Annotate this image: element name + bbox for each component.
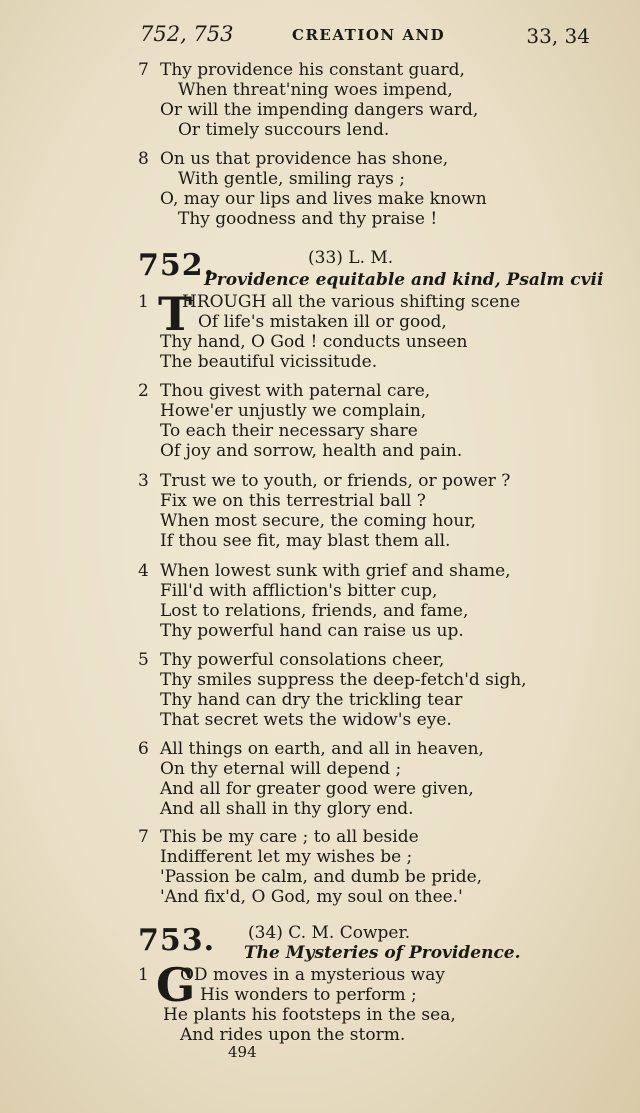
drop-cap: G — [156, 958, 196, 1012]
hymn-752-stanza-6 — [138, 739, 484, 819]
verse-line: Thy smiles suppress the deep-fetch'd sigh, — [160, 670, 527, 690]
hymn-752-stanza-3 — [138, 471, 510, 551]
page-number: 494 — [228, 1043, 257, 1061]
hymn-subtitle: The Mysteries of Providence. — [244, 943, 521, 963]
verse-line: 'And fix'd, O God, my soul on thee.' — [160, 887, 463, 907]
header-section-title: CREATION AND — [292, 26, 446, 44]
hymn-meter: (34) C. M. Cowper. — [248, 923, 411, 943]
hymn-number: 753. — [138, 923, 216, 958]
verse-line: And rides upon the storm. — [180, 1025, 406, 1045]
verse-line: Lost to relations, friends, and fame, — [160, 601, 469, 621]
verse-line: And all for greater good were given, — [160, 779, 474, 799]
verse-line: Thy goodness and thy praise ! — [178, 209, 438, 229]
verse-line: If thou see fit, may blast them all. — [160, 531, 451, 551]
verse-line: Or timely succours lend. — [178, 120, 390, 140]
verse-line: To each their necessary share — [160, 421, 418, 441]
stanza-number: 7 — [138, 60, 149, 80]
verse-line: On thy eternal will depend ; — [160, 759, 402, 779]
verse-line: Fill'd with affliction's bitter cup, — [160, 581, 438, 601]
verse-line: O, may our lips and lives make known — [160, 189, 487, 209]
verse-line: Indifferent let my wishes be ; — [160, 847, 413, 867]
verse-line: HROUGH all the various shifting scene — [182, 292, 521, 312]
header-hymn-numbers: 752, 753 — [140, 22, 234, 46]
verse-line: Fix we on this terrestrial ball ? — [160, 491, 426, 511]
hymn-number: 752. — [138, 248, 216, 283]
verse-line: Or will the impending dangers ward, — [160, 100, 479, 120]
stanza-number: 8 — [138, 149, 149, 169]
hymn-753-heading — [138, 923, 598, 965]
stanza-number: 1 — [138, 965, 149, 985]
verse-line: Thy providence his constant guard, — [160, 60, 465, 80]
verse-line: Howe'er unjustly we complain, — [160, 401, 427, 421]
drop-cap: T — [158, 287, 193, 341]
verse-line: On us that providence has shone, — [160, 149, 449, 169]
verse-line: The beautiful vicissitude. — [160, 352, 378, 372]
verse-line: And all shall in thy glory end. — [160, 799, 414, 819]
verse-line: All things on earth, and all in heaven, — [160, 739, 484, 759]
verse-line: His wonders to perform ; — [200, 985, 417, 1005]
stanza-number: 5 — [138, 650, 149, 670]
stanza-number: 6 — [138, 739, 149, 759]
stanza-number: 3 — [138, 471, 149, 491]
stanza-number: 1 — [138, 292, 149, 312]
verse-line: When most secure, the coming hour, — [160, 511, 476, 531]
stanza-number: 2 — [138, 381, 149, 401]
verse-line: That secret wets the widow's eye. — [160, 710, 452, 730]
stanza-prev-7 — [138, 60, 478, 140]
verse-line: When threat'ning woes impend, — [178, 80, 453, 100]
verse-line: OD moves in a mysterious way — [180, 965, 445, 985]
stanza-number: 4 — [138, 561, 149, 581]
hymn-752-heading — [138, 248, 604, 292]
hymn-meter: (33) L. M. — [308, 248, 394, 268]
hymn-752-stanza-5 — [138, 650, 527, 730]
verse-line: Thy powerful consolations cheer, — [160, 650, 445, 670]
verse-line: Of life's mistaken ill or good, — [198, 312, 447, 332]
verse-line: Thy hand can dry the trickling tear — [160, 690, 463, 710]
hymn-752-stanza-1 — [138, 287, 521, 372]
verse-line: Of joy and sorrow, health and pain. — [160, 441, 463, 461]
hymn-subtitle: Providence equitable and kind, Psalm cvii — [204, 270, 604, 290]
verse-line: Trust we to youth, or friends, or power ? — [160, 471, 511, 491]
verse-line: 'Passion be calm, and dumb be pride, — [160, 867, 483, 887]
stanza-prev-8 — [138, 149, 487, 229]
running-header — [140, 22, 590, 50]
hymn-753-stanza-1 — [138, 958, 456, 1045]
verse-line: When lowest sunk with grief and shame, — [160, 561, 511, 581]
verse-line: Thy hand, O God ! conducts unseen — [160, 332, 468, 352]
hymn-752-stanza-7 — [138, 827, 482, 907]
verse-line: He plants his footsteps in the sea, — [163, 1005, 456, 1025]
verse-line: This be my care ; to all beside — [160, 827, 419, 847]
header-tune-numbers: 33, 34 — [526, 24, 590, 48]
verse-line: Thou givest with paternal care, — [160, 381, 431, 401]
hymn-752-stanza-2 — [138, 381, 462, 461]
hymn-752-stanza-4 — [138, 561, 511, 641]
stanza-number: 7 — [138, 827, 149, 847]
verse-line: Thy powerful hand can raise us up. — [160, 621, 464, 641]
verse-line: With gentle, smiling rays ; — [178, 169, 405, 189]
